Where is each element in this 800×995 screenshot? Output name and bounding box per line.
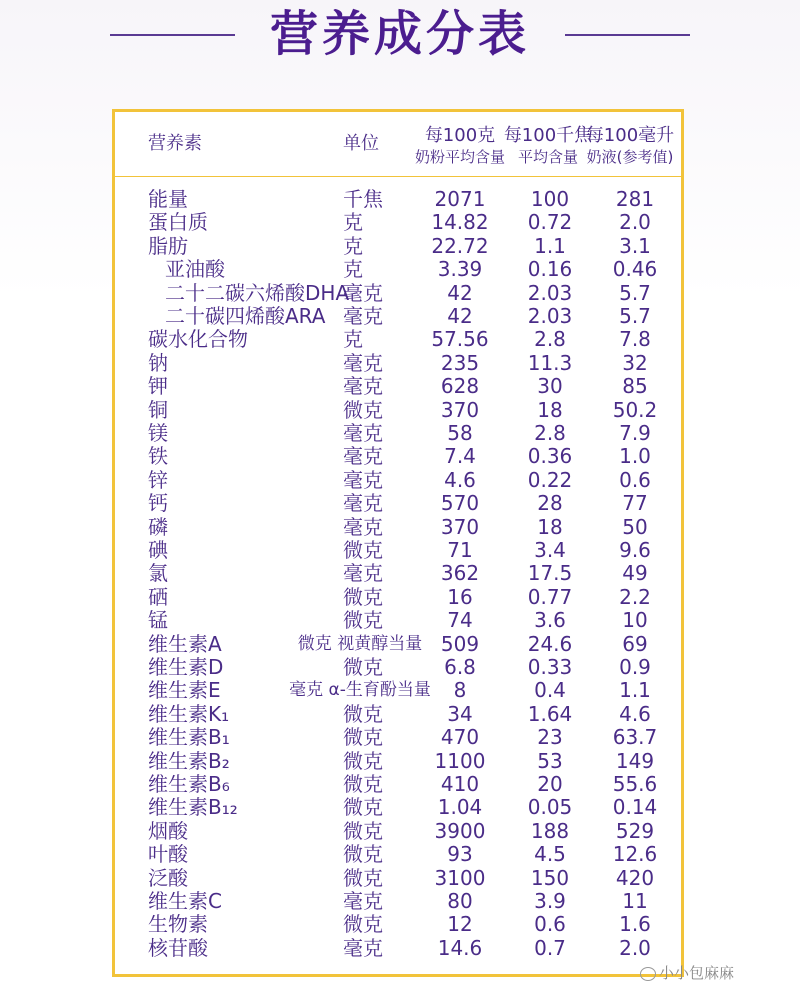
nutrient-unit: 微克 (343, 842, 383, 867)
nutrient-name: 维生素B₂ (148, 748, 230, 773)
nutrient-name: 钙 (148, 491, 168, 516)
table-row (115, 516, 681, 539)
header-col3-line1: 每100毫升 (585, 125, 675, 146)
table-row (115, 703, 681, 726)
table-row (115, 867, 681, 890)
nutrient-name: 二十二碳六烯酸DHA (165, 280, 350, 305)
value-per-100kj: 17.5 (527, 561, 573, 586)
value-per-100g: 93 (447, 842, 473, 867)
value-per-100ml: 10 (622, 608, 648, 633)
watermark (640, 962, 734, 983)
value-per-100kj: 18 (537, 397, 563, 422)
value-per-100g: 235 (440, 350, 480, 375)
header-unit: 单位 (343, 133, 379, 154)
value-per-100g: 2071 (434, 187, 486, 211)
table-row (115, 820, 681, 843)
nutrient-unit: 毫克 (343, 444, 383, 469)
value-per-100kj: 0.4 (534, 678, 566, 703)
value-per-100g: 4.6 (444, 467, 476, 492)
value-per-100g: 16 (447, 584, 473, 609)
table-row (115, 609, 681, 632)
value-per-100g: 80 (447, 889, 473, 913)
nutrient-unit: 微克 视黄醇当量 (297, 633, 423, 654)
value-per-100kj: 1.1 (534, 233, 566, 258)
nutrient-name: 维生素C (148, 889, 222, 913)
table-row (115, 843, 681, 866)
nutrient-name: 叶酸 (148, 842, 188, 867)
table-row (115, 282, 681, 305)
value-per-100g: 12 (447, 912, 473, 937)
value-per-100kj: 2.8 (534, 327, 566, 352)
value-per-100g: 7.4 (444, 444, 476, 469)
value-per-100ml: 3.1 (619, 233, 651, 258)
nutrient-name: 维生素D (148, 655, 224, 679)
table-row (115, 399, 681, 422)
value-per-100g: 57.56 (431, 327, 489, 352)
nutrient-unit: 克 (343, 233, 363, 258)
nutrient-unit: 毫克 (343, 350, 383, 375)
nutrient-unit: 毫克 (343, 514, 383, 539)
value-per-100g: 74 (447, 608, 473, 633)
nutrient-unit: 微克 (343, 584, 383, 609)
value-per-100kj: 0.6 (534, 912, 566, 937)
value-per-100g: 42 (447, 280, 473, 305)
nutrient-unit: 微克 (343, 912, 383, 937)
table-row (115, 633, 681, 656)
value-per-100kj: 100 (530, 187, 570, 211)
table-row (115, 750, 681, 773)
value-per-100ml: 12.6 (612, 842, 658, 867)
value-per-100g: 58 (447, 421, 473, 445)
value-per-100kj: 0.72 (527, 210, 573, 235)
value-per-100ml: 1.0 (619, 444, 651, 469)
value-per-100ml: 1.1 (619, 678, 651, 703)
nutrient-unit: 毫克 α-生育酚当量 (289, 680, 431, 701)
value-per-100g: 3900 (434, 818, 486, 843)
value-per-100g: 1.04 (437, 795, 483, 820)
nutrient-name: 烟酸 (148, 818, 188, 843)
table-row (115, 375, 681, 398)
value-per-100g: 22.72 (431, 233, 489, 258)
value-per-100ml: 5.7 (619, 280, 651, 305)
nutrient-unit: 克 (343, 257, 363, 282)
value-per-100g: 1100 (434, 748, 486, 773)
nutrient-name: 磷 (148, 514, 168, 539)
value-per-100g: 14.82 (431, 210, 489, 235)
table-row (115, 469, 681, 492)
nutrient-unit: 毫克 (343, 889, 383, 913)
nutrient-unit: 毫克 (343, 374, 383, 399)
nutrient-name: 铜 (148, 397, 168, 422)
nutrient-name: 碳水化合物 (148, 327, 248, 352)
nutrient-unit: 微克 (343, 538, 383, 562)
nutrient-name: 钠 (148, 350, 168, 375)
value-per-100kj: 150 (530, 865, 570, 890)
nutrient-unit: 毫克 (343, 935, 383, 960)
nutrient-name: 蛋白质 (148, 210, 208, 235)
value-per-100g: 6.8 (444, 655, 476, 679)
nutrient-name: 铁 (148, 444, 168, 469)
value-per-100g: 362 (440, 561, 480, 586)
nutrient-unit: 微克 (343, 818, 383, 843)
value-per-100g: 509 (440, 631, 480, 656)
value-per-100kj: 23 (537, 725, 563, 750)
table-row (115, 258, 681, 281)
value-per-100ml: 7.9 (619, 421, 651, 445)
value-per-100ml: 0.46 (612, 257, 658, 282)
table-row (115, 679, 681, 702)
value-per-100kj: 28 (537, 491, 563, 516)
nutrient-name: 维生素A (148, 631, 222, 656)
value-per-100g: 570 (440, 491, 480, 516)
value-per-100kj: 24.6 (527, 631, 573, 656)
nutrient-unit: 微克 (343, 608, 383, 633)
nutrient-name: 碘 (148, 538, 168, 562)
nutrient-unit: 毫克 (343, 467, 383, 492)
nutrient-unit: 微克 (343, 655, 383, 679)
nutrient-unit: 微克 (343, 865, 383, 890)
value-per-100ml: 5.7 (619, 304, 651, 328)
nutrient-name: 维生素E (148, 678, 221, 703)
value-per-100ml: 2.0 (619, 210, 651, 235)
value-per-100kj: 0.36 (527, 444, 573, 469)
nutrient-name: 二十碳四烯酸ARA (165, 304, 326, 328)
value-per-100ml: 50 (622, 514, 648, 539)
value-per-100ml: 49 (622, 561, 648, 586)
table-row (115, 352, 681, 375)
nutrition-table (112, 109, 684, 977)
nutrient-name: 维生素B₆ (148, 772, 230, 796)
table-row (115, 586, 681, 609)
nutrient-unit: 毫克 (343, 421, 383, 445)
table-row (115, 937, 681, 960)
nutrient-name: 氯 (148, 561, 168, 586)
nutrient-unit: 微克 (343, 795, 383, 820)
table-row (115, 188, 681, 211)
value-per-100g: 3100 (434, 865, 486, 890)
header-col3-line2: 奶液(参考值) (586, 148, 674, 166)
value-per-100kj: 11.3 (527, 350, 573, 375)
table-row (115, 539, 681, 562)
table-row (115, 328, 681, 351)
page-title: 营养成分表 (269, 6, 530, 62)
value-per-100kj: 18 (537, 514, 563, 539)
value-per-100g: 34 (447, 701, 473, 726)
nutrient-unit: 克 (343, 327, 363, 352)
nutrient-name: 亚油酸 (165, 257, 225, 282)
value-per-100kj: 0.16 (527, 257, 573, 282)
value-per-100kj: 0.77 (527, 584, 573, 609)
table-row (115, 492, 681, 515)
value-per-100ml: 50.2 (612, 397, 658, 422)
watermark-text: 小小包麻麻 (659, 964, 735, 982)
value-per-100g: 42 (447, 304, 473, 328)
value-per-100kj: 0.22 (527, 467, 573, 492)
nutrient-name: 硒 (148, 584, 168, 609)
nutrient-unit: 微克 (343, 772, 383, 796)
value-per-100ml: 4.6 (619, 701, 651, 726)
header-col1-line2: 奶粉平均含量 (414, 148, 505, 166)
value-per-100ml: 7.8 (619, 327, 651, 352)
value-per-100kj: 30 (537, 374, 563, 399)
nutrient-name: 锰 (148, 608, 168, 633)
value-per-100g: 8 (453, 678, 467, 703)
nutrient-name: 脂肪 (148, 233, 188, 258)
value-per-100kj: 3.4 (534, 538, 566, 562)
nutrient-unit: 千焦 (343, 187, 383, 211)
table-row (115, 913, 681, 936)
value-per-100g: 370 (440, 397, 480, 422)
value-per-100ml: 11 (622, 889, 648, 913)
value-per-100ml: 0.9 (619, 655, 651, 679)
value-per-100ml: 2.0 (619, 935, 651, 960)
value-per-100ml: 63.7 (612, 725, 658, 750)
nutrient-unit: 微克 (343, 397, 383, 422)
value-per-100kj: 2.8 (534, 421, 566, 445)
header-col2-line2: 平均含量 (517, 148, 578, 166)
value-per-100kj: 188 (530, 818, 570, 843)
value-per-100kj: 0.05 (527, 795, 573, 820)
nutrient-name: 泛酸 (148, 865, 188, 890)
value-per-100kj: 53 (537, 748, 563, 773)
value-per-100ml: 32 (622, 350, 648, 375)
value-per-100ml: 529 (615, 818, 655, 843)
table-row (115, 726, 681, 749)
value-per-100ml: 9.6 (619, 538, 651, 562)
nutrient-unit: 微克 (343, 748, 383, 773)
nutrient-name: 维生素B₁ (148, 725, 230, 750)
nutrient-name: 镁 (148, 421, 168, 445)
table-row (115, 773, 681, 796)
title-divider-right (565, 34, 690, 36)
nutrient-name: 维生素K₁ (148, 701, 230, 726)
table-row (115, 656, 681, 679)
table-row (115, 211, 681, 234)
nutrient-unit: 毫克 (343, 280, 383, 305)
header-col1-line1: 每100克 (424, 125, 496, 146)
nutrient-name: 核苷酸 (148, 935, 208, 960)
nutrient-name: 维生素B₁₂ (148, 795, 238, 820)
nutrient-name: 钾 (148, 374, 168, 399)
nutrient-name: 锌 (148, 467, 168, 492)
table-row (115, 562, 681, 585)
value-per-100kj: 0.33 (527, 655, 573, 679)
header-col2-line1: 每100千焦 (503, 125, 593, 146)
value-per-100ml: 0.6 (619, 467, 651, 492)
wechat-icon (640, 967, 656, 981)
table-row (115, 796, 681, 819)
value-per-100g: 470 (440, 725, 480, 750)
value-per-100kj: 2.03 (527, 280, 573, 305)
nutrient-unit: 微克 (343, 725, 383, 750)
value-per-100kj: 2.03 (527, 304, 573, 328)
value-per-100kj: 1.64 (527, 701, 573, 726)
value-per-100ml: 0.14 (612, 795, 658, 820)
value-per-100g: 14.6 (437, 935, 483, 960)
value-per-100kj: 4.5 (534, 842, 566, 867)
nutrient-name: 生物素 (148, 912, 208, 937)
table-row (115, 422, 681, 445)
value-per-100ml: 281 (615, 187, 655, 211)
value-per-100kj: 0.7 (534, 935, 566, 960)
header-nutrient: 营养素 (148, 133, 202, 154)
value-per-100g: 3.39 (437, 257, 483, 282)
value-per-100ml: 2.2 (619, 584, 651, 609)
value-per-100kj: 3.6 (534, 608, 566, 633)
nutrient-unit: 毫克 (343, 561, 383, 586)
value-per-100ml: 77 (622, 491, 648, 516)
table-row (115, 235, 681, 258)
value-per-100kj: 20 (537, 772, 563, 796)
value-per-100ml: 55.6 (612, 772, 658, 796)
value-per-100g: 410 (440, 772, 480, 796)
value-per-100g: 628 (440, 374, 480, 399)
table-row (115, 445, 681, 468)
table-row (115, 305, 681, 328)
value-per-100g: 370 (440, 514, 480, 539)
value-per-100kj: 3.9 (534, 889, 566, 913)
nutrient-unit: 克 (343, 210, 363, 235)
nutrient-unit: 毫克 (343, 304, 383, 328)
header-divider (115, 176, 681, 177)
nutrient-name: 能量 (148, 187, 188, 211)
value-per-100ml: 85 (622, 374, 648, 399)
value-per-100ml: 1.6 (619, 912, 651, 937)
table-row (115, 890, 681, 913)
value-per-100ml: 420 (615, 865, 655, 890)
value-per-100ml: 149 (615, 748, 655, 773)
value-per-100g: 71 (447, 538, 473, 562)
title-area (0, 0, 800, 90)
value-per-100ml: 69 (622, 631, 648, 656)
nutrient-unit: 毫克 (343, 491, 383, 516)
nutrient-unit: 微克 (343, 701, 383, 726)
